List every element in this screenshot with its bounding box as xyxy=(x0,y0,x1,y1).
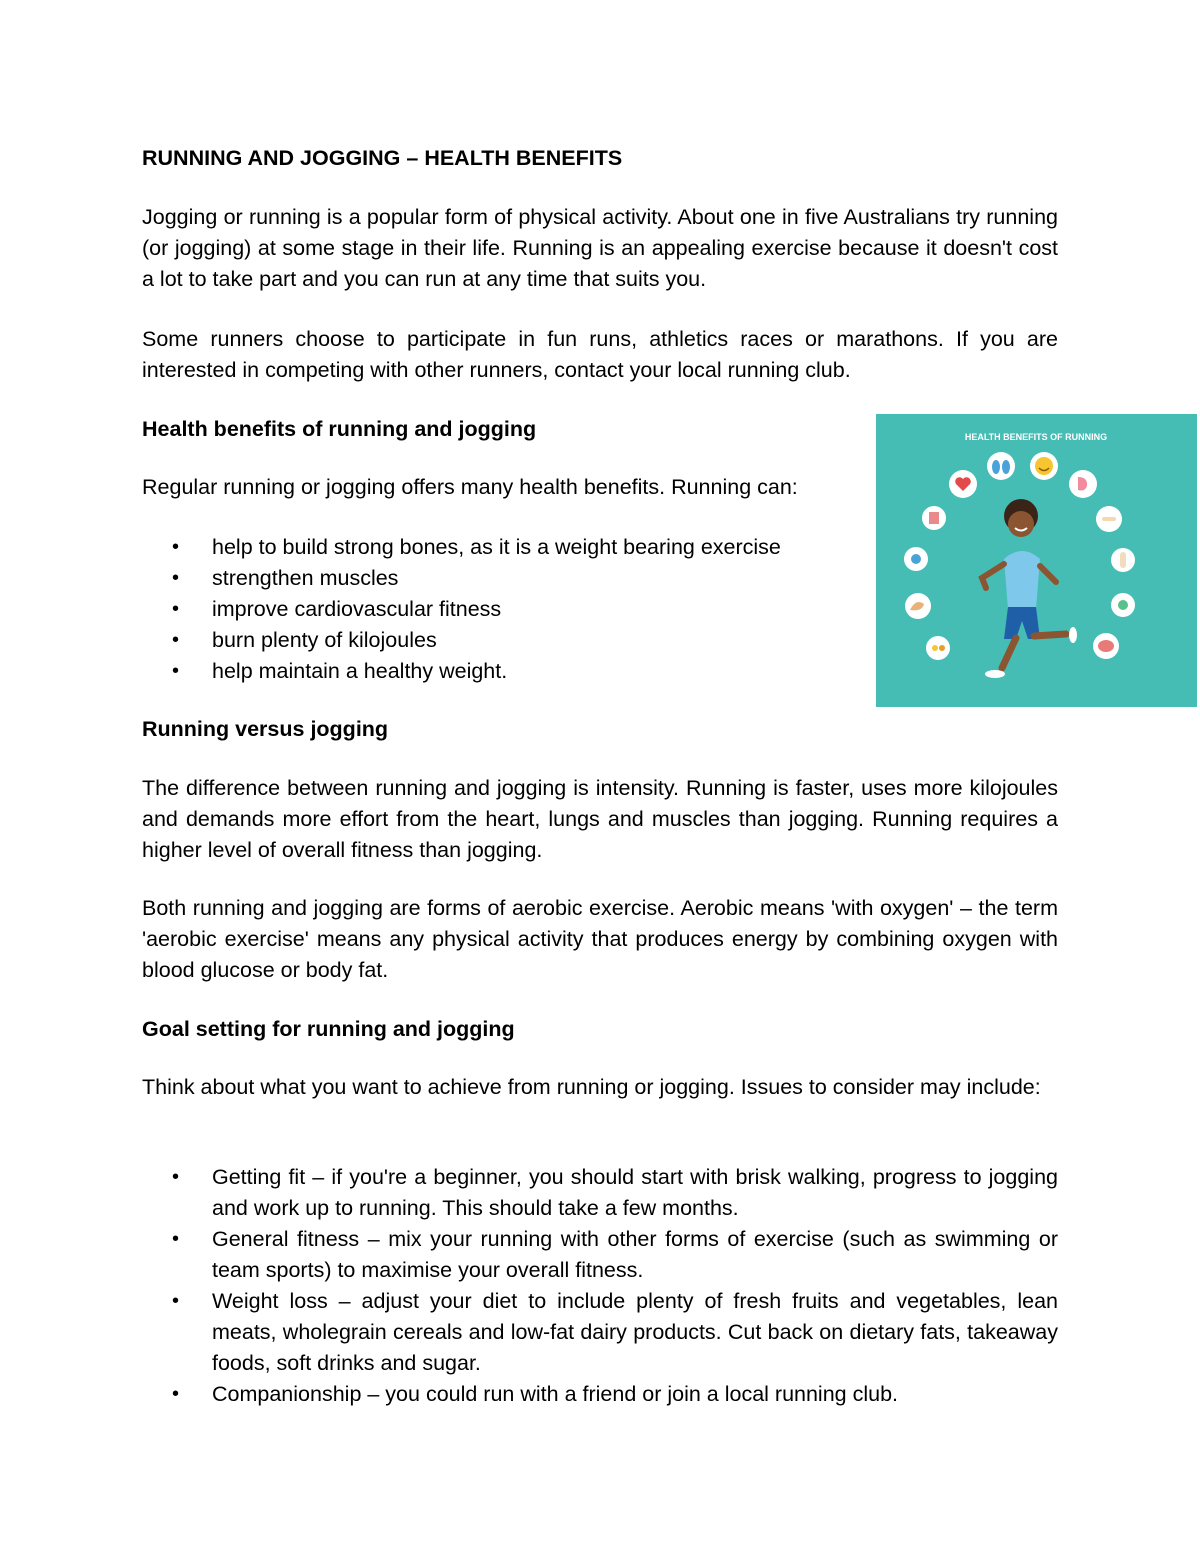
section-heading-goal-setting: Goal setting for running and jogging xyxy=(142,1017,515,1041)
list-item: • Weight loss – adjust your diet to include plenty of fresh fruits and vegetables, lean meats, wholegrain cereals and low-fat dairy products. Cut back on dietary fats, takeaway foods, soft drinks and sugar. xyxy=(142,1286,1058,1379)
joint-icon xyxy=(1111,548,1135,572)
goal-setting-list xyxy=(142,1162,1058,1410)
section-heading-running-vs-jogging: Running versus jogging xyxy=(142,717,389,741)
list-item: • improve cardiovascular fitness xyxy=(142,594,842,625)
health-benefits-list xyxy=(142,532,842,687)
list-item: • burn plenty of kilojoules xyxy=(142,625,842,656)
bone-icon xyxy=(1096,506,1122,532)
brain-icon xyxy=(1093,633,1119,659)
list-item: • Companionship – you could run with a friend or join a local running club. xyxy=(142,1379,1058,1410)
eye-icon xyxy=(904,547,928,571)
document-title: RUNNING AND JOGGING – HEALTH BENEFITS xyxy=(142,146,623,170)
stomach-icon xyxy=(1069,470,1097,498)
health-benefits-lead: Regular running or jogging offers many health benefits. Running can: xyxy=(142,475,798,499)
list-item: • help to build strong bones, as it is a weight bearing exercise xyxy=(142,532,842,563)
health-benefits-infographic xyxy=(876,414,1197,707)
infographic-illustration xyxy=(876,414,1197,707)
spine-icon xyxy=(922,506,946,530)
heart-icon xyxy=(949,470,977,498)
running-vs-jogging-paragraph-1: The difference between running and jogging is intensity. Running is faster, uses more kilojoules and demands more effort from the heart, lungs and muscles than jogging. Running requires a higher level of overall fitness than jogging. xyxy=(142,776,1058,862)
section-heading-health-benefits: Health benefits of running and jogging xyxy=(142,417,537,441)
muscle-icon xyxy=(905,593,931,619)
list-item: • Getting fit – if you're a beginner, you should start with brisk walking, progress to jogging and work up to running. This should take a few months. xyxy=(142,1162,1058,1224)
list-item: • General fitness – mix your running with other forms of exercise (such as swimming or team sports) to maximise your overall fitness. xyxy=(142,1224,1058,1286)
goal-setting-lead: Think about what you want to achieve from running or jogging. Issues to consider may include: xyxy=(142,1075,1041,1099)
running-vs-jogging-paragraph-2: Both running and jogging are forms of aerobic exercise. Aerobic means 'with oxygen' – the term 'aerobic exercise' means any physical activity that produces energy by combining oxygen with blood glucose or body fat. xyxy=(142,896,1058,982)
intro-paragraph-1: Jogging or running is a popular form of physical activity. About one in five Australians try running (or jogging) at some stage in their life. Running is an appealing exercise because it doesn't cost a lot to take part and you can run at any time that suits you. xyxy=(142,205,1058,291)
list-item: • help maintain a healthy weight. xyxy=(142,656,842,687)
intro-paragraph-2: Some runners choose to participate in fun runs, athletics races or marathons. If you are interested in competing with other runners, contact your local running club. xyxy=(142,327,1058,382)
smile-icon xyxy=(1030,452,1058,480)
infographic-title: HEALTH BENEFITS OF RUNNING xyxy=(964,432,1108,442)
virus-icon xyxy=(1111,593,1135,617)
pills-icon xyxy=(926,636,950,660)
list-item: • strengthen muscles xyxy=(142,563,842,594)
lungs-icon xyxy=(987,452,1015,480)
